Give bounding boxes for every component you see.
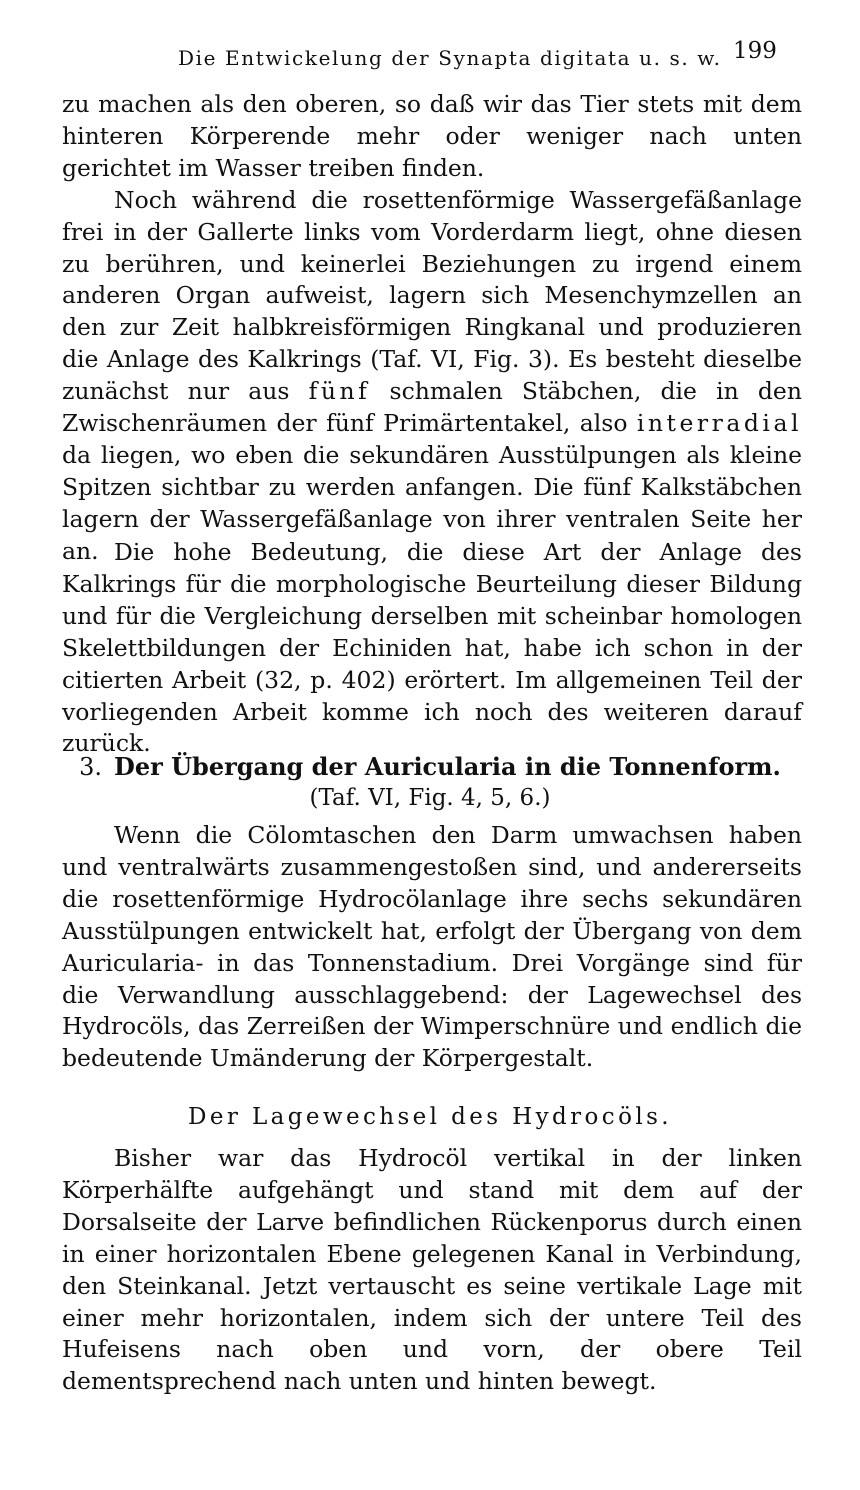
paragraph-kalkring-anlage <box>62 185 802 568</box>
paragraph-uebergang: Wenn die Cölomtaschen den Darm umwachsen haben und ventralwärts zusammengestoßen sind, und andererseits die rosettenförmige Hydrocölanlage ihre sechs sekundären Ausstülpungen entwickelt hat, erfolgt der Übergang von dem Auricularia- in das Tonnenstadium. Drei Vorgänge sind für die Verwandlung ausschlaggebend: der Lagewechsel des Hydrocöls, das Zerreißen der Wimperschnüre und endlich die bedeutende Umänderung der Körpergestalt. <box>62 821 802 1073</box>
emphasis-spaced: fünf <box>308 377 371 406</box>
emphasis-spaced: interradial <box>636 409 802 438</box>
text-block-lagewechsel <box>62 1143 802 1398</box>
text-block-bedeutung <box>62 537 802 760</box>
subsection-heading: Der Lagewechsel des Hydrocöls. <box>187 1104 672 1130</box>
running-title: Die Entwickelung der Synapta digitata u. s. w. <box>178 46 722 70</box>
paragraph-lagewechsel: Bisher war das Hydrocöl vertikal in der linken Körperhälfte aufgehängt und stand mit dem auf der Dorsalseite der Larve befindlichen Rückenporus durch einen in einer horizontalen Ebene gelegenen Kanal in Verbindung, den Steinkanal. Jetzt vertauscht es seine vertikale Lage mit einer mehr horizontalen, indem sich der untere Teil des Hufeisens nach oben und vorn, der obere Teil dementsprechend nach unten und hinten bewegt. <box>62 1144 802 1396</box>
paragraph-continuation: zu machen als den oberen, so daß wir das Tier stets mit dem hinteren Körperende mehr oder weniger nach unten gerichtet im Wasser treiben finden. <box>62 90 802 182</box>
paragraph-bedeutung: Die hohe Bedeutung, die diese Art der Anlage des Kalkrings für die morphologische Beurteilung dieser Bildung und für die Vergleichung derselben mit scheinbar homologen Skelettbildungen der Echiniden hat, habe ich schon in der citierten Arbeit (32, p. 402) erörtert. Im allgemeinen Teil der vorliegenden Arbeit komme ich noch des weiteren darauf zurück. <box>62 538 802 758</box>
section-figure-reference: (Taf. VI, Fig. 4, 5, 6.) <box>309 785 551 811</box>
section-number: 3. <box>79 753 103 781</box>
text-block-top <box>62 89 802 568</box>
running-head <box>0 38 860 74</box>
paragraph-text: da liegen, wo eben die sekundären Ausstülpungen als kleine Spitzen sichtbar zu werden anfangen. Die fünf Kalkstäbchen lagern der Wassergefäßanlage von ihrer ventralen Seite her an. <box>62 440 802 565</box>
page-number: 199 <box>733 38 777 64</box>
paragraph-text: schmalen Stäbchen, die in den Zwischenräumen der fünf Primärtentakel, also <box>62 377 802 438</box>
text-block-uebergang <box>62 820 802 1075</box>
section-heading <box>0 752 860 781</box>
paragraph-text: Noch während die rosettenförmige Wassergefäßanlage frei in der Gallerte links vom Vorderdarm liegt, ohne diesen zu berühren, und keinerlei Beziehungen zu irgend einem anderen Organ aufweist, lagern sich Mesenchymzellen an den zur Zeit halbkreisförmigen Ringkanal und produzieren die Anlage des Kalkrings (Taf. VI, Fig. 3). Es besteht dieselbe zunächst nur aus <box>62 185 802 406</box>
section-title: Der Übergang der Auricularia in die Tonnenform. <box>114 752 781 781</box>
